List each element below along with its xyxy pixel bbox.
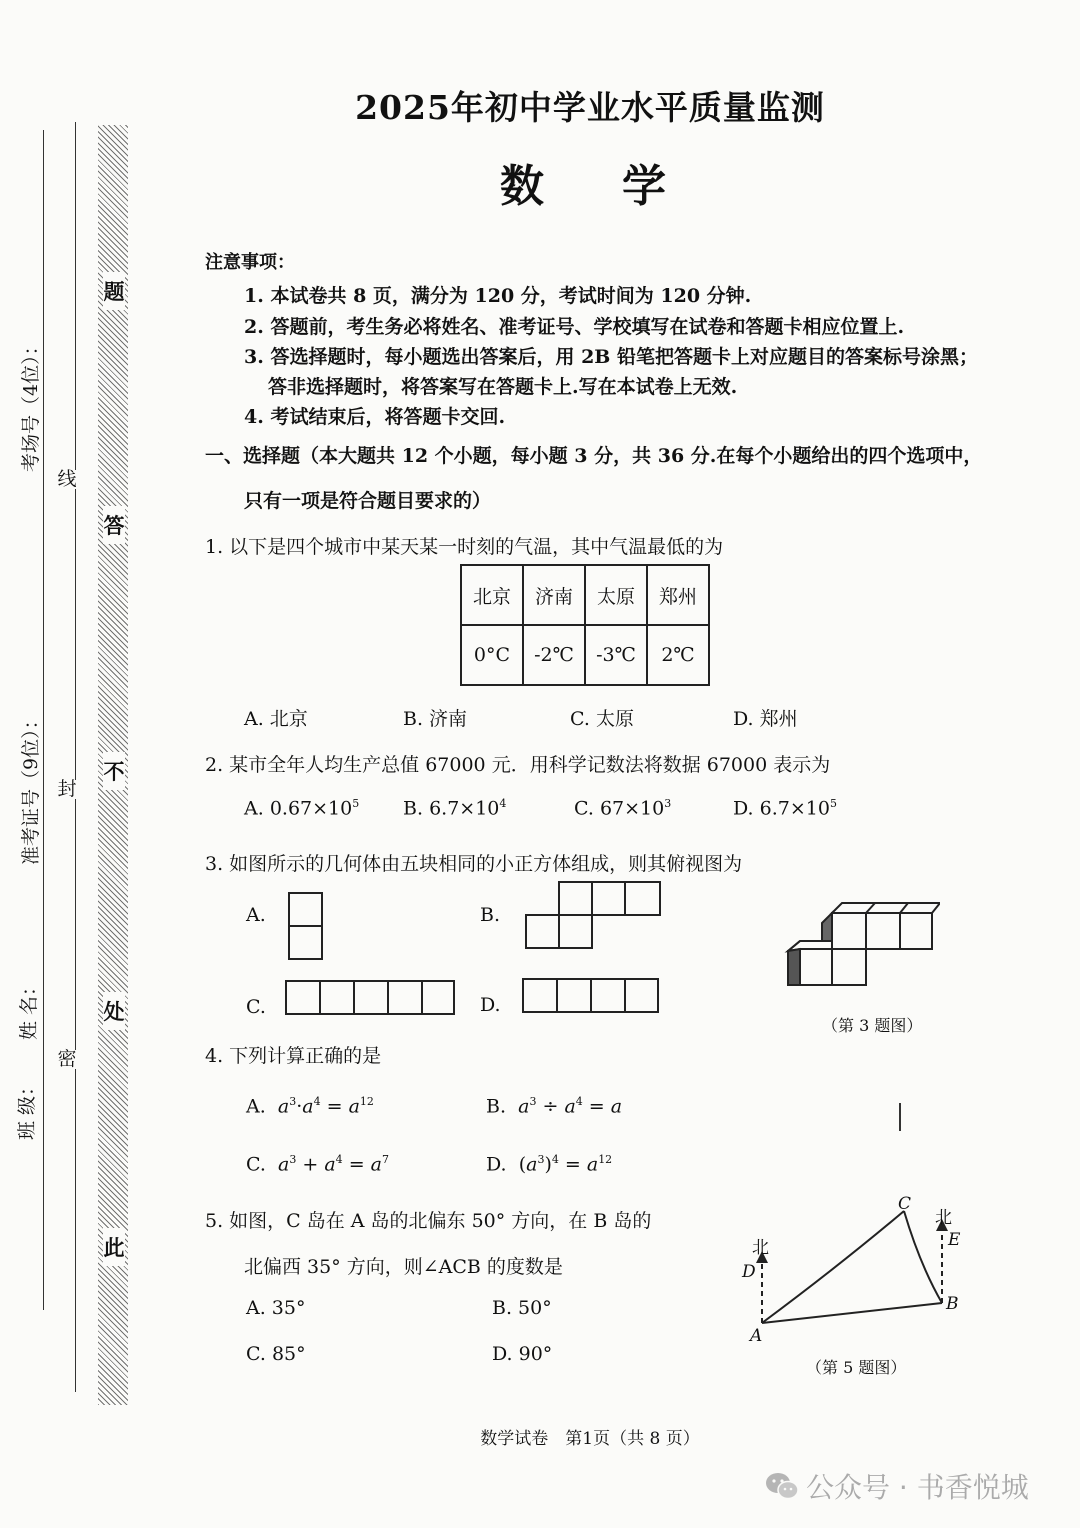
q2-option-label: A. xyxy=(244,797,264,820)
class-label: 班 级： xyxy=(16,1076,38,1140)
warning-ti: 题 xyxy=(103,272,125,310)
q3-c-square xyxy=(285,980,321,1015)
city-cell: 北京 xyxy=(461,565,523,625)
q5-north-label-b: 北 xyxy=(935,1208,952,1228)
q1-option-b: B. 济南 xyxy=(403,708,468,730)
temp-cell: -2℃ xyxy=(523,625,585,685)
q4-option-d: D. $(a^3)^4 = a^{12}$ xyxy=(486,1153,613,1176)
q3-label-d: D. xyxy=(480,994,501,1016)
notice-item-3b: 答非选择题时，将答案写在答题卡上.写在本试卷上无效. xyxy=(268,376,738,398)
city-cell: 郑州 xyxy=(647,565,709,625)
q3-solid-figure xyxy=(780,895,940,1000)
q3-label-b: B. xyxy=(480,904,501,926)
name-label: 姓 名： xyxy=(18,976,40,1040)
q5-option-a: A. 35° xyxy=(246,1297,306,1319)
temperature-table xyxy=(460,564,710,686)
q3-a-square xyxy=(288,892,323,927)
watermark-text: 公众号 · 书香悦城 xyxy=(806,1471,1029,1504)
q3-d-square xyxy=(624,978,659,1013)
q3-c-square xyxy=(353,980,389,1015)
q5-stem-2: 北偏西 35° 方向，则∠ACB 的度数是 xyxy=(244,1256,563,1278)
room-label: 考场号（4位）： xyxy=(20,336,42,472)
q5-stem-1: 5. 如图，C 岛在 A 岛的北偏东 50° 方向，在 B 岛的 xyxy=(205,1210,652,1232)
city-cell: 太原 xyxy=(585,565,647,625)
wechat-icon xyxy=(764,1471,800,1501)
q5-point-d: D xyxy=(742,1262,756,1282)
stray-mark xyxy=(899,1103,901,1131)
q3-b-square xyxy=(525,914,560,949)
q5-point-b: B xyxy=(946,1294,959,1314)
margin-line-1 xyxy=(43,130,44,1310)
admission-label: 准考证号（9位）： xyxy=(20,710,42,865)
q3-a-square xyxy=(288,925,323,960)
q1-stem: 1. 以下是四个城市中某天某一时刻的气温，其中气温最低的为 xyxy=(205,536,724,558)
notice-item-1: 1. 本试卷共 8 页，满分为 120 分，考试时间为 120 分钟. xyxy=(244,285,752,307)
q2-option-d xyxy=(733,797,837,819)
page-footer: 数学试卷 第1页（共 8 页） xyxy=(480,1429,700,1449)
q5-point-e: E xyxy=(948,1230,961,1250)
seal-word-xian: 线 xyxy=(57,468,77,490)
q5-north-label-a: 北 xyxy=(752,1238,769,1258)
section1-heading: 一、选择题（本大题共 12 个小题，每小题 3 分，共 36 分.在每个小题给出的四个选项中， xyxy=(205,445,983,467)
q3-stem: 3. 如图所示的几何体由五块相同的小正方体组成，则其俯视图为 xyxy=(205,853,743,875)
q3-b-square xyxy=(591,881,626,916)
q5-line-ac xyxy=(762,1211,904,1323)
q3-caption: （第 3 题图） xyxy=(822,1016,923,1035)
warning-da: 答 xyxy=(103,506,125,544)
q2-option-label: C. xyxy=(574,797,594,820)
q3-d-square xyxy=(556,978,592,1013)
subject-title: 数学 xyxy=(500,161,744,212)
q3-label-c: C. xyxy=(246,996,266,1018)
q2-option-mantissa: 6.7×10 xyxy=(759,797,830,820)
q3-d-square xyxy=(522,978,558,1013)
exam-title: 2025年初中学业水平质量监测 xyxy=(355,88,825,127)
q3-b-square xyxy=(624,881,661,916)
q2-option-exponent: 4 xyxy=(499,797,507,810)
q1-option-c: C. 太原 xyxy=(570,708,634,730)
seal-word-feng: 封 xyxy=(57,778,77,800)
q2-option-mantissa: 67×10 xyxy=(599,797,665,820)
q2-option-mantissa: 0.67×10 xyxy=(269,797,353,820)
q3-c-square xyxy=(387,980,423,1015)
seal-word-mi: 密 xyxy=(57,1048,77,1070)
city-cell: 济南 xyxy=(523,565,585,625)
q5-point-a: A xyxy=(750,1326,763,1346)
notice-item-4: 4. 考试结束后，将答题卡交回. xyxy=(244,406,506,428)
q2-option-b xyxy=(403,797,506,819)
section1-heading-2: 只有一项是符合题目要求的） xyxy=(244,490,492,512)
q4-option-b-label: B. xyxy=(486,1095,507,1118)
q2-option-label: D. xyxy=(733,797,754,820)
q2-option-c xyxy=(574,797,671,819)
temp-cell: 2℃ xyxy=(647,625,709,685)
q2-stem: 2. 某市全年人均生产总值 67000 元．用科学记数法将数据 67000 表示为 xyxy=(205,754,831,776)
q3-b-square xyxy=(558,914,593,949)
q4-option-c: C. $a^3 + a^4 = a^7$ xyxy=(246,1153,389,1176)
q4-option-a: A. $a^3\cdot a^4 = a^{12}$ xyxy=(246,1095,374,1118)
q1-option-a: A. 北京 xyxy=(244,708,308,730)
notice-item-3: 3. 答选择题时，每小题选出答案后，用 2B 铅笔把答题卡上对应题目的答案标号涂黑； xyxy=(244,346,978,368)
temp-cell: 0°C xyxy=(461,625,523,685)
notice-heading: 注意事项： xyxy=(205,252,295,273)
q3-d-square xyxy=(590,978,626,1013)
q4-stem: 4. 下列计算正确的是 xyxy=(205,1045,382,1067)
q2-option-a xyxy=(244,797,359,819)
q5-option-c: C. 85° xyxy=(246,1343,306,1365)
q2-option-exponent: 5 xyxy=(352,797,360,810)
warning-chu: 处 xyxy=(103,992,125,1030)
q3-label-a: A. xyxy=(246,904,266,926)
q1-option-d: D. 郑州 xyxy=(733,708,798,730)
warning-ci: 此 xyxy=(103,1228,125,1266)
notice-item-2: 2. 答题前，考生务必将姓名、准考证号、学校填写在试卷和答题卡相应位置上. xyxy=(244,316,905,338)
q2-option-label: B. xyxy=(403,797,424,820)
q4-option-c-label: C. xyxy=(246,1153,266,1176)
q3-c-square xyxy=(421,980,455,1015)
q5-option-d: D. 90° xyxy=(492,1343,553,1365)
warning-bu: 不 xyxy=(103,752,125,790)
temp-cell: -3℃ xyxy=(585,625,647,685)
q2-option-mantissa: 6.7×10 xyxy=(429,797,500,820)
q5-option-b: B. 50° xyxy=(492,1297,552,1319)
q5-bearing-diagram xyxy=(730,1195,980,1355)
q3-b-square xyxy=(558,881,593,916)
q5-line-ab xyxy=(762,1303,942,1323)
q3-c-square xyxy=(319,980,355,1015)
q4-option-d-label: D. xyxy=(486,1153,507,1176)
q4-option-b: B. $a^3 \div a^4 = a$ xyxy=(486,1095,623,1118)
q5-caption: （第 5 题图） xyxy=(806,1358,907,1377)
q5-point-c: C xyxy=(898,1195,912,1214)
q2-option-exponent: 3 xyxy=(664,797,672,810)
margin-line-2 xyxy=(75,122,76,1392)
q2-option-exponent: 5 xyxy=(829,797,837,810)
q4-option-a-label: A. xyxy=(246,1095,266,1118)
